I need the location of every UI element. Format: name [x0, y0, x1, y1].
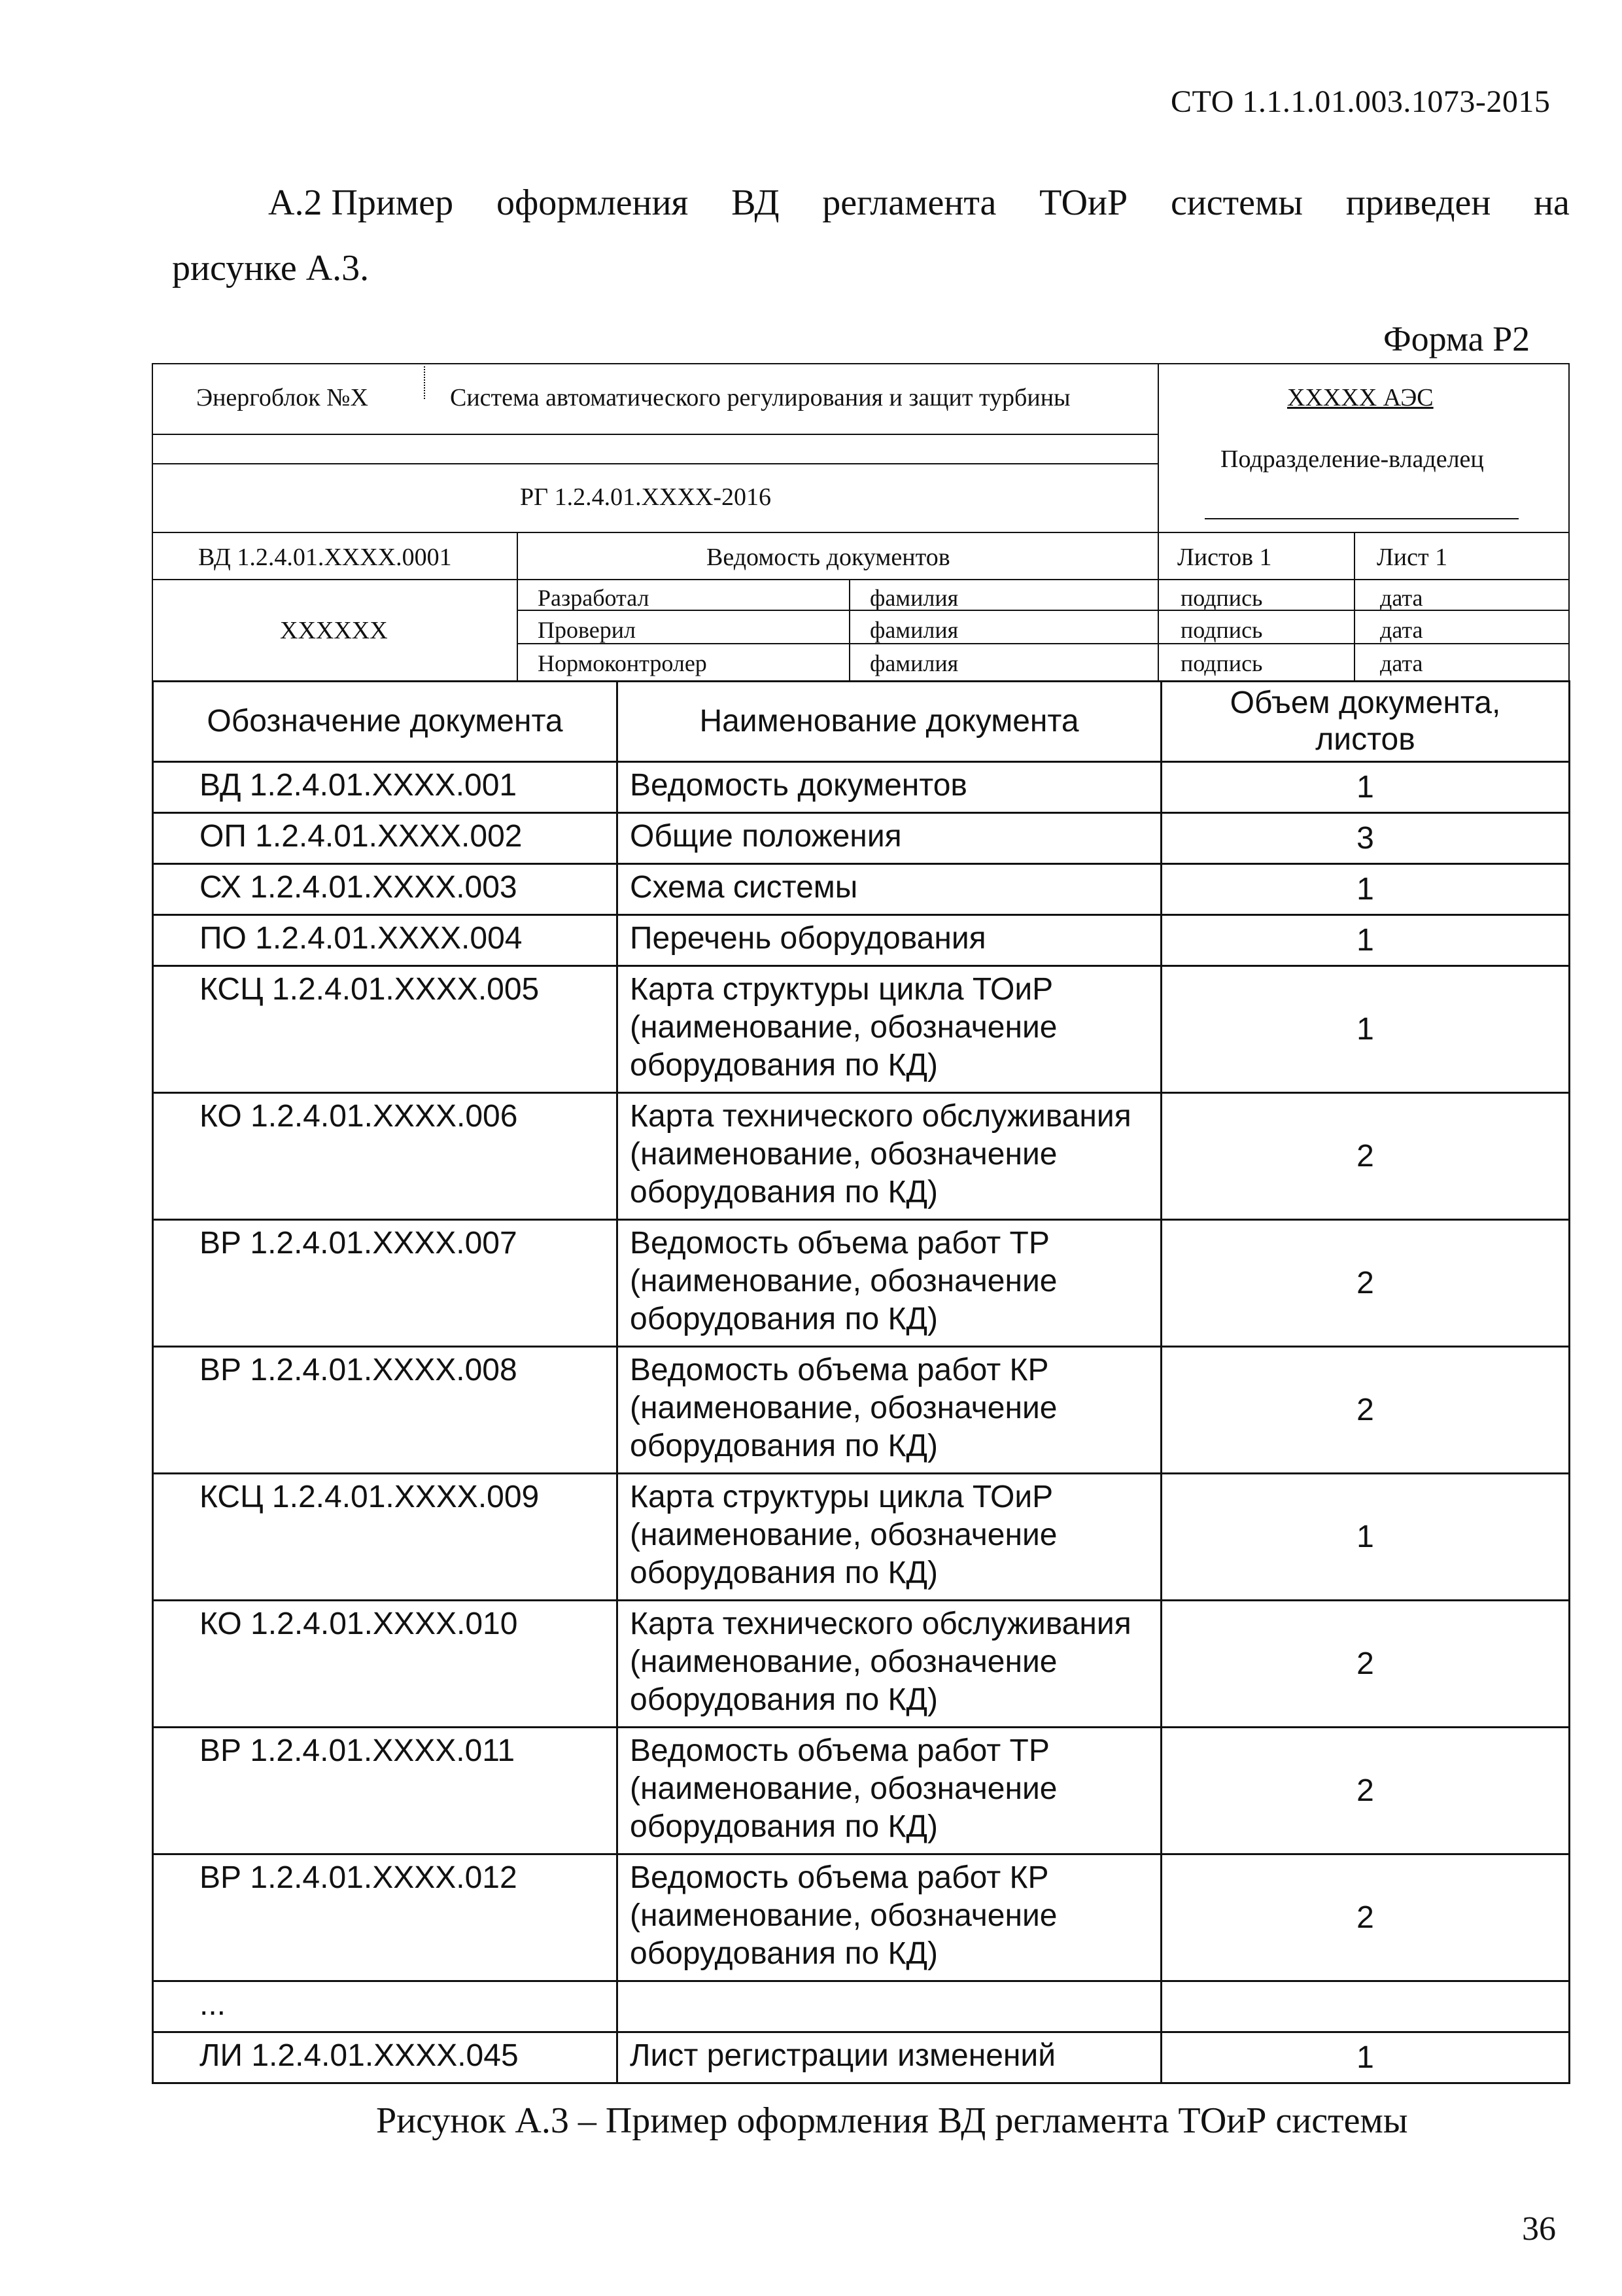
intro-word: системы [1170, 183, 1303, 223]
stamp-role-date: дата [1380, 585, 1423, 611]
doc-volume-cell: 2 [1162, 1854, 1570, 1981]
table-row [153, 1854, 1570, 1981]
intro-word: А.2 Пример [268, 183, 454, 223]
doc-name-line: Ведомость объема работ ТР [630, 1226, 1050, 1261]
doc-code-cell: СХ 1.2.4.01.ХХХХ.003 [153, 864, 617, 915]
doc-name-line: Лист регистрации изменений [630, 2038, 1056, 2073]
stamp-border [517, 532, 518, 680]
doc-volume-cell: 1 [1162, 2032, 1570, 2083]
doc-volume-cell: 2 [1162, 1601, 1570, 1728]
table-row [153, 1093, 1570, 1220]
table-row [153, 864, 1570, 915]
doc-volume-cell: 2 [1162, 1347, 1570, 1474]
intro-word: приведен [1345, 183, 1491, 223]
stamp-reg-code: РГ 1.2.4.01.ХХХХ-2016 [520, 483, 772, 511]
doc-name-line: Схема системы [630, 870, 858, 905]
page-number: 36 [1522, 2210, 1556, 2248]
intro-word: оформления [496, 183, 689, 223]
doc-volume-cell: 3 [1162, 813, 1570, 864]
table-row [153, 2032, 1570, 2083]
doc-name-cell [617, 1347, 1162, 1474]
doc-name-line: Карта технического обслуживания [630, 1607, 1131, 1641]
stamp-owner: Подразделение-владелец [1220, 445, 1484, 473]
stamp-role-sign: подпись [1181, 585, 1263, 611]
stamp-sheet: Лист 1 [1377, 544, 1448, 571]
stamp-role-date: дата [1380, 650, 1423, 676]
doc-name-line: Ведомость объема работ ТР [630, 1733, 1050, 1768]
stamp-role-sign: подпись [1181, 617, 1263, 643]
documents-table [152, 680, 1570, 2084]
doc-name-line: (наименование, обозначение [630, 1010, 1058, 1045]
column-header-code: Обозначение документа [153, 682, 617, 762]
stamp-plant: ХХХХХ АЭС [1287, 384, 1434, 411]
stamp-system: Система автоматического регулирования и защит турбины [450, 384, 1071, 411]
owner-signature-line [1205, 518, 1519, 519]
doc-name-line: оборудования по КД) [630, 1048, 938, 1083]
doc-volume-cell: 2 [1162, 1093, 1570, 1220]
doc-volume-cell: 1 [1162, 966, 1570, 1093]
intro-line-1 [268, 182, 1570, 224]
doc-volume-cell: 1 [1162, 762, 1570, 813]
intro-word: регламента [822, 183, 997, 223]
table-row [153, 1981, 1570, 2032]
stamp-border [424, 363, 425, 399]
doc-name-line: оборудования по КД) [630, 1936, 938, 1971]
doc-name-cell [617, 813, 1162, 864]
intro-word: ВД [731, 183, 780, 223]
doc-code-cell: ... [153, 1981, 617, 2032]
table-row [153, 966, 1570, 1093]
table-header-row [153, 682, 1570, 762]
stamp-role: Проверил [538, 617, 636, 643]
doc-name-line: Ведомость объема работ КР [630, 1860, 1049, 1895]
doc-volume-cell: 2 [1162, 1728, 1570, 1854]
stamp-role: Нормоконтролер [538, 650, 707, 676]
stamp-doc-title: Ведомость документов [706, 544, 950, 571]
doc-name-line: оборудования по КД) [630, 1175, 938, 1209]
table-row [153, 1220, 1570, 1347]
doc-name-cell [617, 1093, 1162, 1220]
doc-name-cell [617, 966, 1162, 1093]
stamp-border [152, 532, 1568, 533]
table-row [153, 762, 1570, 813]
doc-name-cell [617, 864, 1162, 915]
table-row [153, 1601, 1570, 1728]
doc-name-line: Ведомость документов [630, 768, 967, 803]
doc-name-cell [617, 2032, 1162, 2083]
stamp-role-sign: подпись [1181, 650, 1263, 676]
stamp-role-name: фамилия [870, 617, 959, 643]
doc-name-line: (наименование, обозначение [630, 1391, 1058, 1425]
table-row [153, 813, 1570, 864]
doc-name-line: Общие положения [630, 819, 902, 854]
doc-name-line: (наименование, обозначение [630, 1644, 1058, 1679]
doc-code-cell: ВР 1.2.4.01.ХХХХ.012 [153, 1854, 617, 1981]
doc-name-cell [617, 1220, 1162, 1347]
stamp-border [1158, 363, 1159, 680]
stamp-border [152, 463, 1158, 464]
doc-code-cell: КСЦ 1.2.4.01.ХХХХ.005 [153, 966, 617, 1093]
column-header-volume: Объем документа, листов [1162, 682, 1570, 762]
doc-name-cell [617, 1854, 1162, 1981]
stamp-doc-id: ВД 1.2.4.01.ХХХХ.0001 [198, 544, 452, 571]
doc-name-cell [617, 1601, 1162, 1728]
doc-name-line: (наименование, обозначение [630, 1264, 1058, 1298]
doc-name-line: Карта структуры цикла ТОиР [630, 972, 1054, 1007]
doc-name-cell [617, 915, 1162, 966]
doc-name-line: Карта технического обслуживания [630, 1099, 1131, 1134]
doc-code-cell: КО 1.2.4.01.ХХХХ.010 [153, 1601, 617, 1728]
stamp-border [152, 363, 1568, 364]
doc-volume-cell [1162, 1981, 1570, 2032]
stamp-role-name: фамилия [870, 585, 959, 611]
doc-name-line: оборудования по КД) [630, 1556, 938, 1590]
doc-name-line: Ведомость объема работ КР [630, 1353, 1049, 1387]
stamp-border [1568, 363, 1570, 680]
doc-code-cell: ОП 1.2.4.01.ХХХХ.002 [153, 813, 617, 864]
doc-code-cell: ВД 1.2.4.01.ХХХХ.001 [153, 762, 617, 813]
intro-word: ТОиР [1039, 183, 1128, 223]
doc-name-line: Перечень оборудования [630, 921, 986, 956]
stamp-role: Разработал [538, 585, 649, 611]
stamp-border [152, 579, 1568, 580]
doc-code-cell: ВР 1.2.4.01.ХХХХ.011 [153, 1728, 617, 1854]
doc-name-cell [617, 1728, 1162, 1854]
document-code: СТО 1.1.1.01.003.1073-2015 [1171, 84, 1551, 119]
stamp-role-name: фамилия [870, 650, 959, 676]
doc-name-line: (наименование, обозначение [630, 1771, 1058, 1806]
table-row [153, 1728, 1570, 1854]
intro-line-2: рисунке А.3. [172, 248, 370, 288]
stamp-sheets: Листов 1 [1177, 544, 1272, 571]
doc-code-cell: КО 1.2.4.01.ХХХХ.006 [153, 1093, 617, 1220]
doc-name-line: оборудования по КД) [630, 1302, 938, 1336]
table-row [153, 1347, 1570, 1474]
doc-volume-cell: 1 [1162, 1474, 1570, 1601]
stamp-unit: Энергоблок №Х [196, 384, 368, 411]
doc-code-cell: ВР 1.2.4.01.ХХХХ.008 [153, 1347, 617, 1474]
doc-name-line: (наименование, обозначение [630, 1137, 1058, 1172]
doc-name-line: (наименование, обозначение [630, 1898, 1058, 1933]
stamp-role-date: дата [1380, 617, 1423, 643]
table-row [153, 915, 1570, 966]
table-row [153, 1474, 1570, 1601]
doc-volume-cell: 1 [1162, 915, 1570, 966]
column-header-name: Наименование документа [617, 682, 1162, 762]
doc-name-line: оборудования по КД) [630, 1809, 938, 1844]
doc-name-line: оборудования по КД) [630, 1682, 938, 1717]
doc-volume-cell: 2 [1162, 1220, 1570, 1347]
doc-name-cell [617, 1981, 1162, 2032]
doc-code-cell: ЛИ 1.2.4.01.ХХХХ.045 [153, 2032, 617, 2083]
doc-name-line: оборудования по КД) [630, 1429, 938, 1463]
stamp-border [152, 363, 153, 680]
doc-volume-cell: 1 [1162, 864, 1570, 915]
figure-caption: Рисунок А.3 – Пример оформления ВД регламента ТОиР системы [376, 2100, 1408, 2141]
stamp-border [849, 579, 850, 680]
intro-word: на [1534, 183, 1570, 223]
doc-code-cell: ВР 1.2.4.01.ХХХХ.007 [153, 1220, 617, 1347]
doc-name-cell [617, 1474, 1162, 1601]
form-label: Форма Р2 [1383, 319, 1530, 358]
stamp-border [1354, 532, 1355, 680]
doc-code-cell: ПО 1.2.4.01.ХХХХ.004 [153, 915, 617, 966]
doc-name-line: Карта структуры цикла ТОиР [630, 1480, 1054, 1514]
doc-name-line: (наименование, обозначение [630, 1518, 1058, 1552]
stamp-code: ХХХХХХ [280, 617, 388, 644]
stamp-border [152, 434, 1158, 435]
doc-code-cell: КСЦ 1.2.4.01.ХХХХ.009 [153, 1474, 617, 1601]
doc-name-cell [617, 762, 1162, 813]
